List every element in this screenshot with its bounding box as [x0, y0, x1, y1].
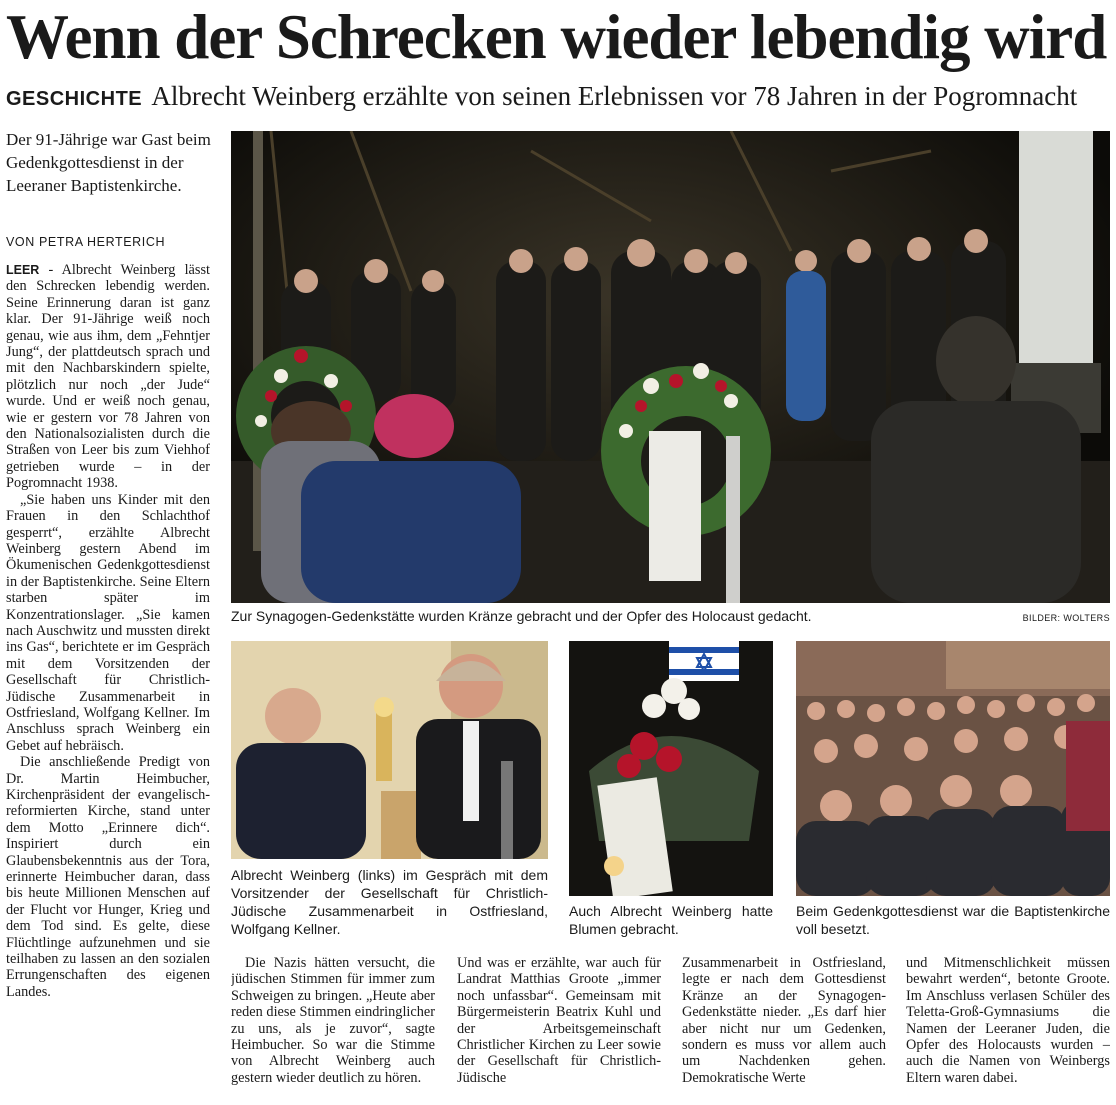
interview-caption: Albrecht Weinberg (links) im Gespräch mit dem Vorsitzender der Gesellschaft für Christlich-Jüdische Zusammenarbeit in Ostfriesland, Wolfgang Kellner. — [231, 867, 548, 937]
subheadline: Albrecht Weinberg erzählte von seinen Erlebnissen vor 78 Jahren in der Pogromnacht — [151, 81, 1078, 111]
church-caption: Beim Gedenkgottesdienst war die Baptistenkirche voll besetzt. — [796, 903, 1110, 937]
body-column-4 — [682, 955, 886, 1102]
paragraph-6: Zusammenarbeit in Ostfriesland, legte er nach dem Gottesdienst Kränze an der Synagogen-Gedenkstätte nieder. „Es darf hier aber nicht nur um Gedenken, sondern es muss vor allem auch um Nachdenken gehen. Demokratische Werte — [682, 955, 886, 1086]
paragraph-4: Die Nazis hätten versucht, die jüdischen Stimmen für immer zum Schweigen zu bringen. „Heute aber reden diese Stimmen eindringlicher zu uns, als je zuvor“, sagte Heimbucher. So war die Stimme von Albrecht Weinberg auch gestern wieder deutlich zu hören. — [231, 955, 435, 1086]
body-column-5 — [906, 955, 1110, 1102]
body-column-1 — [6, 262, 210, 1100]
paragraph-7: und Mitmenschlichkeit müssen bewahrt werden“, betonte Groote. Im Anschluss verlasen Schüler des Teletta-Groß-Gymnasiums die Namen der Leeraner Juden, die Opfer des Holocausts wurden – auch die Namen von Weinbergs Eltern waren dabei. — [906, 955, 1110, 1086]
byline: VON PETRA HERTERICH — [6, 235, 166, 249]
headline: Wenn der Schrecken wieder lebendig wird — [6, 2, 1107, 72]
main-photo-caption: Zur Synagogen-Gedenkstätte wurden Kränze gebracht und der Opfer des Holocaust gedacht. — [231, 608, 812, 624]
church-congregation-image — [796, 641, 1110, 896]
kicker: GESCHICHTE — [6, 88, 143, 110]
paragraph-5: Und was er erzählte, war auch für Landrat Matthias Groote „immer noch unfassbar“. Gemeinsam mit Bürgermeisterin Beatrix Kuhl und der Arbeitsgemeinschaft Christlicher Kirchen zu Leer sowie der Gesellschaft für Christlich-Jüdische — [457, 955, 661, 1086]
main-photo-memorial — [231, 131, 1110, 603]
paragraph-3: Die anschließende Predigt von Dr. Martin Heimbucher, Kirchenpräsident der evangelisch-reformierten Kirche, stand unter dem Motto „Erinnere dich“. Inspiriert durch ein Glaubensbekenntnis aus der Tora, erinnerte Heimbucher daran, dass bis heute Millionen Menschen auf der Flucht vor Hunger, Krieg und dem Tod sind. Es gelte, diese Flüchtlinge aufzunehmen und sie teilhaben zu lassen an den sozialen Errungenschaften des eigenen Landes. — [6, 754, 210, 1000]
photo-church — [796, 641, 1110, 896]
paragraph-2: „Sie haben uns Kinder mit den Frauen in den Schlachthof gesperrt“, erzählte Albrecht Weinberg gestern Abend im Ökumenischen Gedenkgottesdienst in der Baptistenkirche. Seine Eltern starben später im Konzentrationslager. „Sie kamen nach Auschwitz und mussten direkt ins Gas“, berichtete er im Gespräch mit dem Vorsitzenden der Gesellschaft für Christlich-Jüdische Zusammenarbeit in Ostfriesland, Wolfgang Kellner. Im Anschluss sprach Weinberg ein Gebet auf hebräisch. — [6, 491, 210, 754]
photo-flowers — [569, 641, 773, 896]
body-column-2 — [231, 955, 435, 1102]
dateline: LEER — [6, 263, 40, 277]
memorial-scene-image — [231, 131, 1110, 603]
body-column-3 — [457, 955, 661, 1102]
photo-credit: BILDER: WOLTERS — [1022, 613, 1110, 623]
subheadline-row — [6, 80, 1106, 114]
paragraph-1: LEER - Albrecht Weinberg lässt den Schrecken lebendig werden. Seine Erinnerung daran ist ganz klar. Der 91-Jährige weiß noch genau, wie aus ihm, dem „Fehntjer Jung“, der plattdeutsch sprach und mit den Nachbarskindern spielte, plötzlich nur noch „der Jude“ wurde. Und er weiß noch genau, wie er gestern vor 78 Jahren von den Nationalsozialisten durch die Straßen von Leer bis zum Viehhof getrieben wurde – in der Pogromnacht 1938. — [6, 262, 210, 492]
teaser: Der 91-Jährige war Gast beim Gedenkgottesdienst in der Leeraner Baptistenkirche. — [6, 130, 211, 195]
flowers-flag-image — [569, 641, 773, 896]
photo-interview — [231, 641, 548, 859]
interview-image — [231, 641, 548, 859]
flowers-caption: Auch Albrecht Weinberg hatte Blumen gebracht. — [569, 903, 773, 937]
